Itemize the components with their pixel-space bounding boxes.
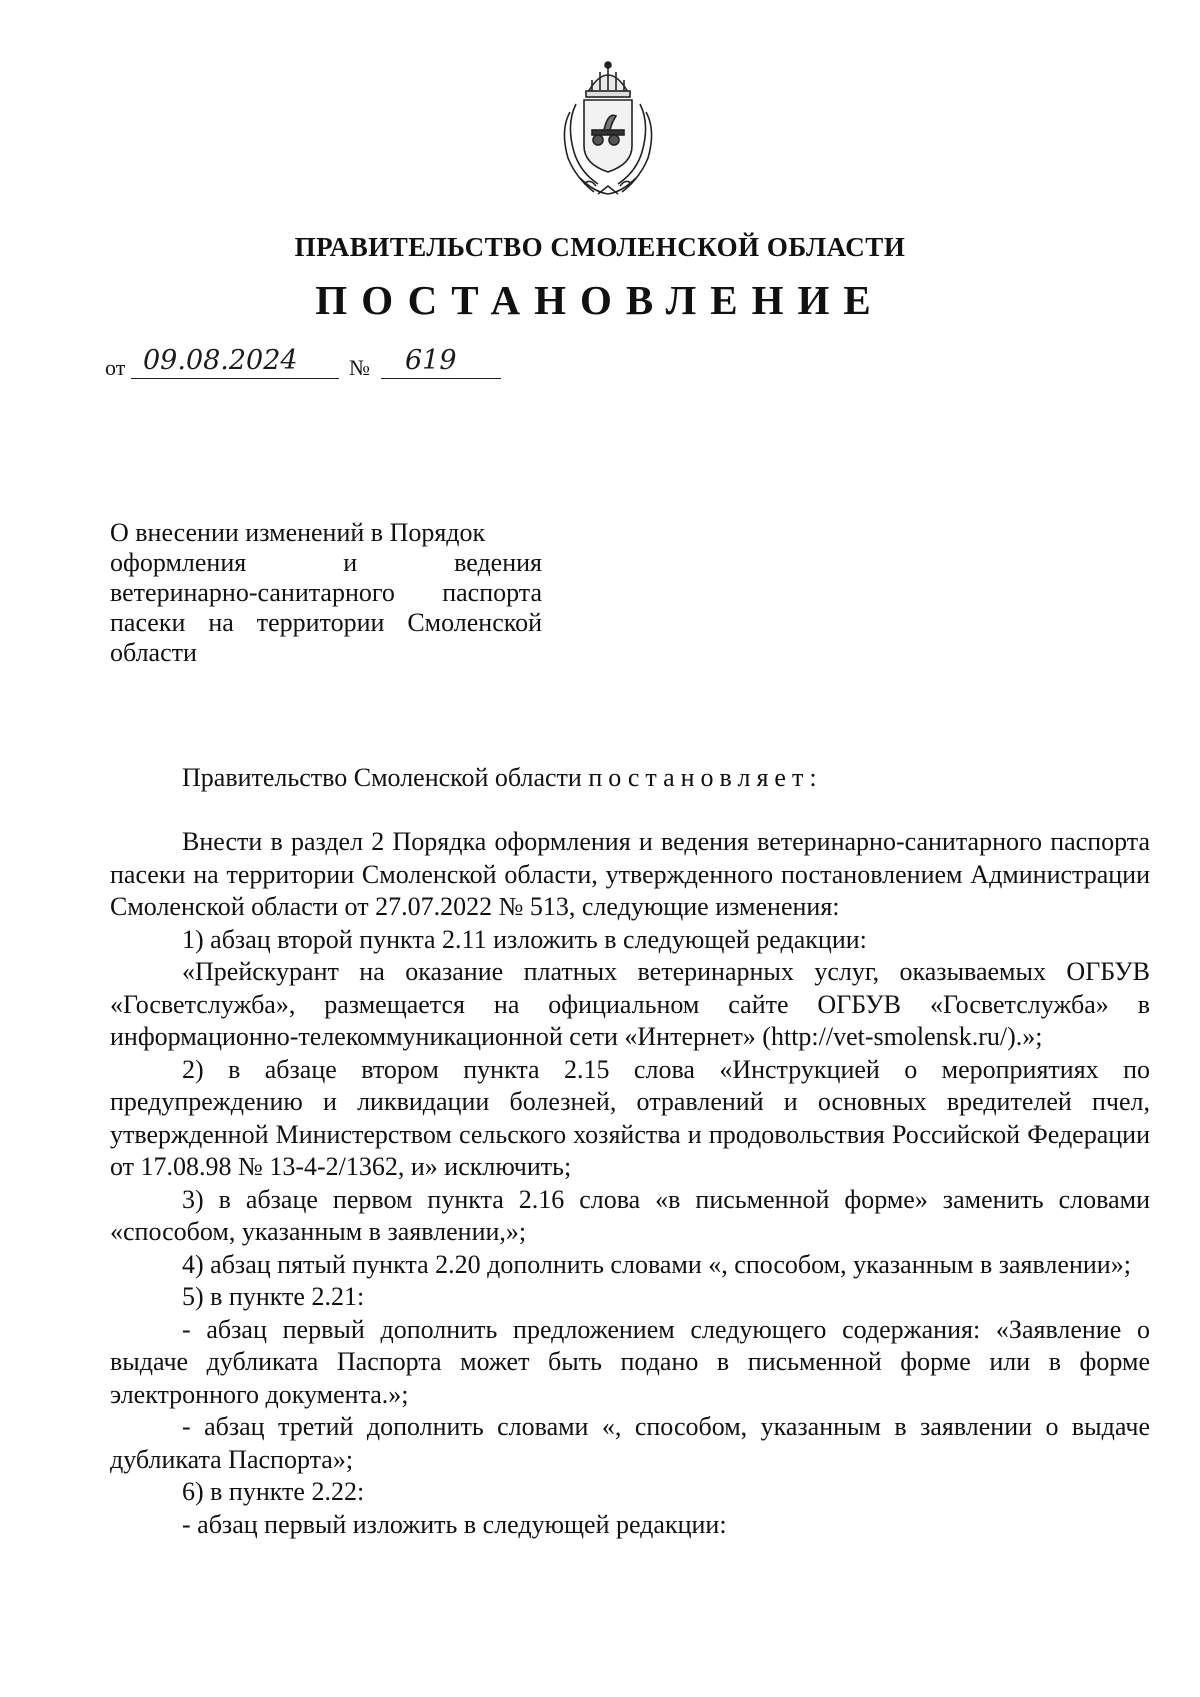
body-item-6-a: - абзац первый изложить в следующей редакции: xyxy=(182,1509,727,1539)
subject-line: оформления и ведения xyxy=(110,548,542,577)
document-type-title: ПОСТАНОВЛЕНИЕ xyxy=(315,277,885,323)
handwritten-number: 619 xyxy=(405,345,457,376)
body-item-5-b: - абзац третий дополнить словами «, способом, указанным в заявлении о выдаче дубликата Паспорта»; xyxy=(110,1412,1150,1474)
body-item-3: 3) в абзаце первом пункта 2.16 слова «в письменной форме» заменить словами «способом, указанным в заявлении,»; xyxy=(110,1184,1150,1246)
body-item-5-a: - абзац первый дополнить предложением следующего содержания: «Заявление о выдаче дубликата Паспорта может быть подано в письменной форме или в форме электронного документа.»; xyxy=(110,1314,1150,1409)
body-paragraph-intro: Внести в раздел 2 Порядка оформления и ведения ветеринарно-санитарного паспорта пасеки на территории Смоленской области, утвержденного постановлением Администрации Смоленской области от 27.07.2022 № 513, следующие изменения: xyxy=(110,827,1150,921)
number-underline xyxy=(381,378,501,379)
number-label: № xyxy=(349,355,370,380)
body-item-5: 5) в пункте 2.21: xyxy=(182,1282,365,1311)
subject-line: области xyxy=(110,638,197,667)
government-name: ПРАВИТЕЛЬСТВО СМОЛЕНСКОЙ ОБЛАСТИ xyxy=(294,232,906,262)
body-item-1: 1) абзац второй пункта 2.11 изложить в следующей редакции: xyxy=(182,924,867,954)
subject-line: ветеринарно-санитарного паспорта xyxy=(110,578,542,607)
from-label: от xyxy=(105,355,126,380)
decree-statement xyxy=(182,763,823,793)
subject-line: пасеки на территории Смоленской xyxy=(110,608,542,637)
smolensk-coat-of-arms-emblem xyxy=(554,60,662,200)
decree-verb: постановляет: xyxy=(588,763,823,792)
body-item-1-text: «Прейскурант на оказание платных ветеринарных услуг, оказываемых ОГБУВ «Госветслужба», размещается на официальном сайте ОГБУВ «Госветслужба» в информационно-телекоммуникационной сети «Интернет» (http://vet-smolensk.ru/).»; xyxy=(110,957,1150,1051)
body-item-6: 6) в пункте 2.22: xyxy=(182,1477,365,1506)
body-item-2: 2) в абзаце втором пункта 2.15 слова «Инструкцией о мероприятиях по предупреждению и ликвидации болезней, отравлений и основных вредителей пчел, утвержденной Министерством сельского хозяйства и продовольствия Российской Федерации от 17.08.98 № 13-4-2/1362, и» исключить; xyxy=(110,1054,1150,1181)
document-body xyxy=(110,826,1150,1541)
document-subject xyxy=(110,518,542,668)
date-underline xyxy=(131,378,339,379)
subject-line: О внесении изменений в Порядок xyxy=(110,518,486,547)
body-item-4: 4) абзац пятый пункта 2.20 дополнить словами «, способом, указанным в заявлении»; xyxy=(182,1249,1131,1279)
decree-prefix: Правительство Смоленской области xyxy=(182,763,589,792)
handwritten-date: 09.08.2024 xyxy=(143,345,298,376)
